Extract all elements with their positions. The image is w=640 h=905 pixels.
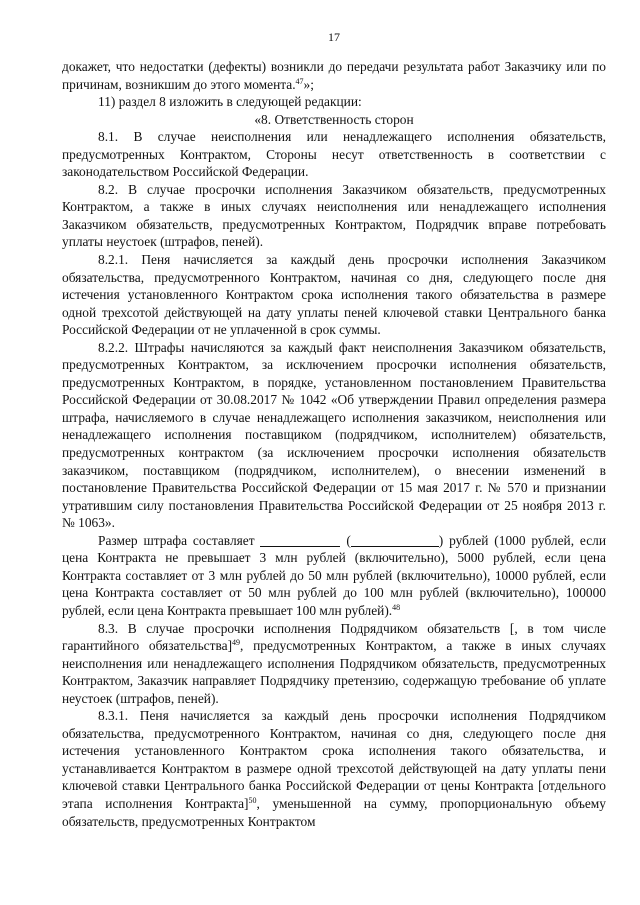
paragraph-8-3-1 bbox=[62, 707, 606, 830]
paragraph-8-2-1: 8.2.1. Пеня начисляется за каждый день просрочки исполнения Заказчиком обязательства, предусмотренного Контрактом, начиная со дня, следующего после дня истечения установленного Контрактом срока исполнения такого обязательства в размере одной трехсотой действующей на дату уплаты пеней ключевой ставки Центрального банка Российской Федерации от не уплаченной в срок суммы. bbox=[62, 252, 606, 338]
paragraph-item-11: 11) раздел 8 изложить в следующей редакции: bbox=[98, 94, 362, 110]
paragraph-8-2: 8.2. В случае просрочки исполнения Заказчиком обязательств, предусмотренных Контрактом, а также в иных случаях неисполнения или ненадлежащего исполнения Заказчиком обязательств, предусмотренных Контрактом, Подрядчик вправе потребовать уплаты неустоек (штрафов, пеней). bbox=[62, 181, 606, 250]
paragraph-text: 8.3. В случае просрочки исполнения Подрядчиком обязательств [, в том числе гарантийного обязательства] bbox=[62, 620, 606, 654]
blank-field-amount bbox=[260, 534, 340, 547]
paragraph-fine-amount bbox=[62, 532, 606, 620]
footnote-ref-50[interactable]: 50 bbox=[248, 795, 257, 805]
paragraph-tail: »; bbox=[303, 76, 314, 92]
paragraph-continuation bbox=[62, 58, 606, 93]
footnote-ref-48[interactable]: 48 bbox=[392, 602, 401, 612]
paragraph-text: ( bbox=[346, 532, 351, 548]
paragraph-text: докажет, что недостатки (дефекты) возникли до передачи результата работ Заказчику или по причинам, возникшим до этого момента. bbox=[62, 59, 606, 92]
blank-field-amount-words bbox=[351, 534, 439, 547]
section-heading: «8. Ответственность сторон bbox=[254, 111, 414, 127]
footnote-ref-47[interactable]: 47 bbox=[295, 76, 304, 86]
paragraph-text: 8.3.1. Пеня начисляется за каждый день просрочки исполнения Подрядчиком обязательства, предусмотренного Контрактом, начиная со дня, следующего после дня истечения установленного Контрактом срока исполнения такого обязательства, и устанавливается Контрактом в размере одной трехсотой действующей на дату уплаты пени ключевой ставки Центрального банка Российской Федерации от цены Контракта [отдельного этапа исполнения Контракта] bbox=[62, 708, 606, 811]
paragraph-text: Размер штрафа составляет bbox=[98, 532, 255, 548]
paragraph-8-2-2: 8.2.2. Штрафы начисляются за каждый факт неисполнения Заказчиком обязательств, предусмотренных Контрактом, за исключением просрочки исполнения обязательств, предусмотренных Контрактом, в порядке, установленном постановлением Правительства Российской Федерации от 30.08.2017 № 1042 «Об утверждении Правил определения размера штрафа, начисляемого в случае ненадлежащего исполнения заказчиком, неисполнения или ненадлежащего исполнения поставщиком (подрядчиком, исполнителем) обязательств, предусмотренных контрактом (за исключением просрочки исполнения обязательств заказчиком, поставщиком (подрядчиком, исполнителем), о внесении изменений в постановление Правительства Российской Федерации от 15 мая 2017 г. № 570 и признании утратившим силу постановления Правительства Российской Федерации от 25 ноября 2013 г. № 1063». bbox=[62, 339, 606, 531]
paragraph-8-3 bbox=[62, 620, 606, 708]
page-number: 17 bbox=[328, 30, 340, 44]
paragraph-text: , предусмотренных Контрактом, а также в иных случаях неисполнения или ненадлежащего исполнения Подрядчиком обязательств, предусмотренных Контрактом, Заказчик направляет Подрядчику претензию, содержащую требование об уплате неустоек (штрафов, пеней). bbox=[62, 638, 606, 706]
footnote-ref-49[interactable]: 49 bbox=[232, 638, 241, 648]
paragraph-8-1: 8.1. В случае неисполнения или ненадлежащего исполнения обязательств, предусмотренных Контрактом, Стороны несут ответственность в соответствии с законодательством Российской Федерации. bbox=[62, 129, 606, 180]
paragraph-text: ) рублей (1000 рублей, если цена Контракта не превышает 3 млн рублей (включительно), 5000 рублей, если цена Контракта составляет от 3 млн рублей до 50 млн рублей (включительно), 10000 рублей, если цена Контракта составляет от 50 млн рублей до 100 млн рублей (включительно), 100000 рублей, если цена Контракта превышает 100 млн рублей). bbox=[62, 532, 606, 618]
paragraph-text: , уменьшенной на сумму, пропорциональную объему обязательств, предусмотренных Контрактом bbox=[62, 795, 606, 829]
